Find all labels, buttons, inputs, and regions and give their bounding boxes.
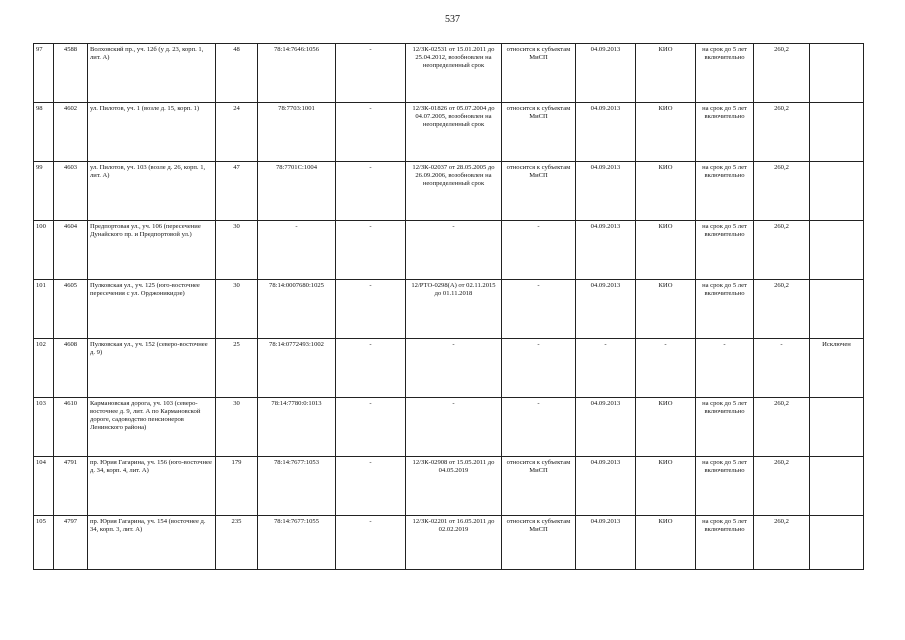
cell-term: на срок до 5 лет включительно — [696, 162, 754, 221]
cell-address: ул. Пилотов, уч. 1 (возле д. 15, корп. 1) — [88, 103, 216, 162]
cell-object-id: 4608 — [54, 339, 88, 398]
cell-address: Предпортовая ул., уч. 106 (пересечение Дунайского пр. и Предпортовой ул.) — [88, 221, 216, 280]
cell-column-6: - — [336, 280, 406, 339]
cell-cadastral-number: 78:14:7780:0:1013 — [258, 398, 336, 457]
cell-address: Пулковская ул., уч. 152 (северо-восточнее д. 9) — [88, 339, 216, 398]
cell-cadastral-number: 78:7701С:1004 — [258, 162, 336, 221]
cell-object-id: 4610 — [54, 398, 88, 457]
cell-rate: 260,2 — [754, 103, 810, 162]
cell-smp-status: относится к субъектам МиСП — [502, 162, 576, 221]
cell-object-id: 4791 — [54, 457, 88, 516]
cell-smp-status: относится к субъектам МиСП — [502, 516, 576, 570]
cell-term: на срок до 5 лет включительно — [696, 457, 754, 516]
cell-area: 24 — [216, 103, 258, 162]
cell-authority: КИО — [636, 516, 696, 570]
table-row — [34, 339, 864, 398]
cell-term: на срок до 5 лет включительно — [696, 516, 754, 570]
cell-area: 30 — [216, 280, 258, 339]
cell-smp-status: - — [502, 221, 576, 280]
cell-date: 04.09.2013 — [576, 398, 636, 457]
registry-table — [33, 43, 864, 570]
cell-date: 04.09.2013 — [576, 516, 636, 570]
cell-object-id: 4602 — [54, 103, 88, 162]
cell-smp-status: относится к субъектам МиСП — [502, 44, 576, 103]
cell-date: 04.09.2013 — [576, 162, 636, 221]
cell-object-id: 4797 — [54, 516, 88, 570]
table-row — [34, 162, 864, 221]
cell-term: на срок до 5 лет включительно — [696, 103, 754, 162]
cell-note: Исключен — [810, 339, 864, 398]
cell-contract: 12/ЗК-02201 от 16.05.2011 до 02.02.2019 — [406, 516, 502, 570]
cell-term: - — [696, 339, 754, 398]
table-row — [34, 457, 864, 516]
cell-authority: КИО — [636, 221, 696, 280]
cell-area: 47 — [216, 162, 258, 221]
cell-column-6: - — [336, 516, 406, 570]
table-row — [34, 221, 864, 280]
cell-row-number: 104 — [34, 457, 54, 516]
cell-address: Кармановская дорога, уч. 103 (северо-восточнее д. 9, лит. А по Кармановской дороге, садоводство пенсионеров Ленинского района) — [88, 398, 216, 457]
cell-date: 04.09.2013 — [576, 103, 636, 162]
cell-term: на срок до 5 лет включительно — [696, 280, 754, 339]
cell-smp-status: - — [502, 280, 576, 339]
cell-smp-status: - — [502, 339, 576, 398]
cell-note — [810, 398, 864, 457]
cell-contract: - — [406, 221, 502, 280]
cell-column-6: - — [336, 457, 406, 516]
cell-contract: 12/РТО-0298(А) от 02.11.2015 до 01.11.2018 — [406, 280, 502, 339]
cell-note — [810, 221, 864, 280]
cell-area: 48 — [216, 44, 258, 103]
cell-rate: - — [754, 339, 810, 398]
cell-area: 235 — [216, 516, 258, 570]
cell-contract: - — [406, 398, 502, 457]
cell-rate: 260,2 — [754, 516, 810, 570]
cell-authority: КИО — [636, 162, 696, 221]
cell-cadastral-number: 78:14:0772493:1002 — [258, 339, 336, 398]
cell-row-number: 99 — [34, 162, 54, 221]
cell-cadastral-number: 78:14:0007680:1025 — [258, 280, 336, 339]
cell-date: 04.09.2013 — [576, 44, 636, 103]
cell-area: 30 — [216, 221, 258, 280]
cell-cadastral-number: 78:14:7677:1055 — [258, 516, 336, 570]
table-row — [34, 398, 864, 457]
cell-note — [810, 516, 864, 570]
cell-column-6: - — [336, 103, 406, 162]
cell-contract: - — [406, 339, 502, 398]
cell-area: 25 — [216, 339, 258, 398]
cell-column-6: - — [336, 398, 406, 457]
cell-note — [810, 162, 864, 221]
table-row — [34, 103, 864, 162]
cell-address: ул. Пилотов, уч. 103 (возле д. 26, корп. 1, лит. А) — [88, 162, 216, 221]
cell-smp-status: относится к субъектам МиСП — [502, 103, 576, 162]
cell-smp-status: относится к субъектам МиСП — [502, 457, 576, 516]
cell-area: 179 — [216, 457, 258, 516]
cell-column-6: - — [336, 44, 406, 103]
cell-note — [810, 280, 864, 339]
cell-object-id: 4604 — [54, 221, 88, 280]
cell-note — [810, 44, 864, 103]
cell-cadastral-number: 78:14:7677:1053 — [258, 457, 336, 516]
cell-column-6: - — [336, 162, 406, 221]
cell-contract: 12/ЗК-01826 от 05.07.2004 до 04.07.2005, возобновлен на неопределенный срок — [406, 103, 502, 162]
cell-column-6: - — [336, 339, 406, 398]
cell-rate: 260,2 — [754, 398, 810, 457]
cell-object-id: 4605 — [54, 280, 88, 339]
cell-date: 04.09.2013 — [576, 280, 636, 339]
cell-column-6: - — [336, 221, 406, 280]
cell-row-number: 97 — [34, 44, 54, 103]
cell-row-number: 101 — [34, 280, 54, 339]
cell-authority: - — [636, 339, 696, 398]
page-number: 537 — [445, 14, 460, 25]
cell-contract: 12/ЗК-02037 от 28.05.2005 до 26.09.2006, возобновлен на неопределенный срок — [406, 162, 502, 221]
table-row — [34, 280, 864, 339]
cell-address: Волховский пр., уч. 12б (у д. 23, корп. 1, лит. А) — [88, 44, 216, 103]
cell-smp-status: - — [502, 398, 576, 457]
cell-rate: 260,2 — [754, 162, 810, 221]
cell-note — [810, 103, 864, 162]
cell-contract: 12/ЗК-02908 от 15.05.2011 до 04.05.2019 — [406, 457, 502, 516]
table-row — [34, 44, 864, 103]
cell-note — [810, 457, 864, 516]
table-row — [34, 516, 864, 570]
cell-date: 04.09.2013 — [576, 221, 636, 280]
cell-term: на срок до 5 лет включительно — [696, 44, 754, 103]
cell-rate: 260,2 — [754, 221, 810, 280]
cell-authority: КИО — [636, 398, 696, 457]
cell-row-number: 100 — [34, 221, 54, 280]
cell-area: 30 — [216, 398, 258, 457]
cell-cadastral-number: - — [258, 221, 336, 280]
cell-object-id: 4588 — [54, 44, 88, 103]
cell-date: 04.09.2013 — [576, 457, 636, 516]
cell-authority: КИО — [636, 280, 696, 339]
cell-rate: 260,2 — [754, 280, 810, 339]
cell-object-id: 4603 — [54, 162, 88, 221]
cell-date: - — [576, 339, 636, 398]
cell-authority: КИО — [636, 103, 696, 162]
cell-contract: 12/ЗК-02531 от 15.01.2011 до 25.04.2012, возобновлен на неопределенный срок — [406, 44, 502, 103]
cell-cadastral-number: 78:14:7646:1056 — [258, 44, 336, 103]
cell-row-number: 98 — [34, 103, 54, 162]
cell-address: пр. Юрия Гагарина, уч. 154 (восточнее д. 34, корп. 3, лит. А) — [88, 516, 216, 570]
cell-term: на срок до 5 лет включительно — [696, 221, 754, 280]
cell-rate: 260,2 — [754, 44, 810, 103]
cell-cadastral-number: 78:7703:1001 — [258, 103, 336, 162]
cell-row-number: 102 — [34, 339, 54, 398]
cell-authority: КИО — [636, 44, 696, 103]
cell-address: пр. Юрия Гагарина, уч. 156 (юго-восточнее д. 34, корп. 4, лит. А) — [88, 457, 216, 516]
cell-address: Пулковская ул., уч. 125 (юго-восточнее пересечения с ул. Орджоникидзе) — [88, 280, 216, 339]
cell-row-number: 105 — [34, 516, 54, 570]
cell-authority: КИО — [636, 457, 696, 516]
cell-row-number: 103 — [34, 398, 54, 457]
cell-rate: 260,2 — [754, 457, 810, 516]
cell-term: на срок до 5 лет включительно — [696, 398, 754, 457]
